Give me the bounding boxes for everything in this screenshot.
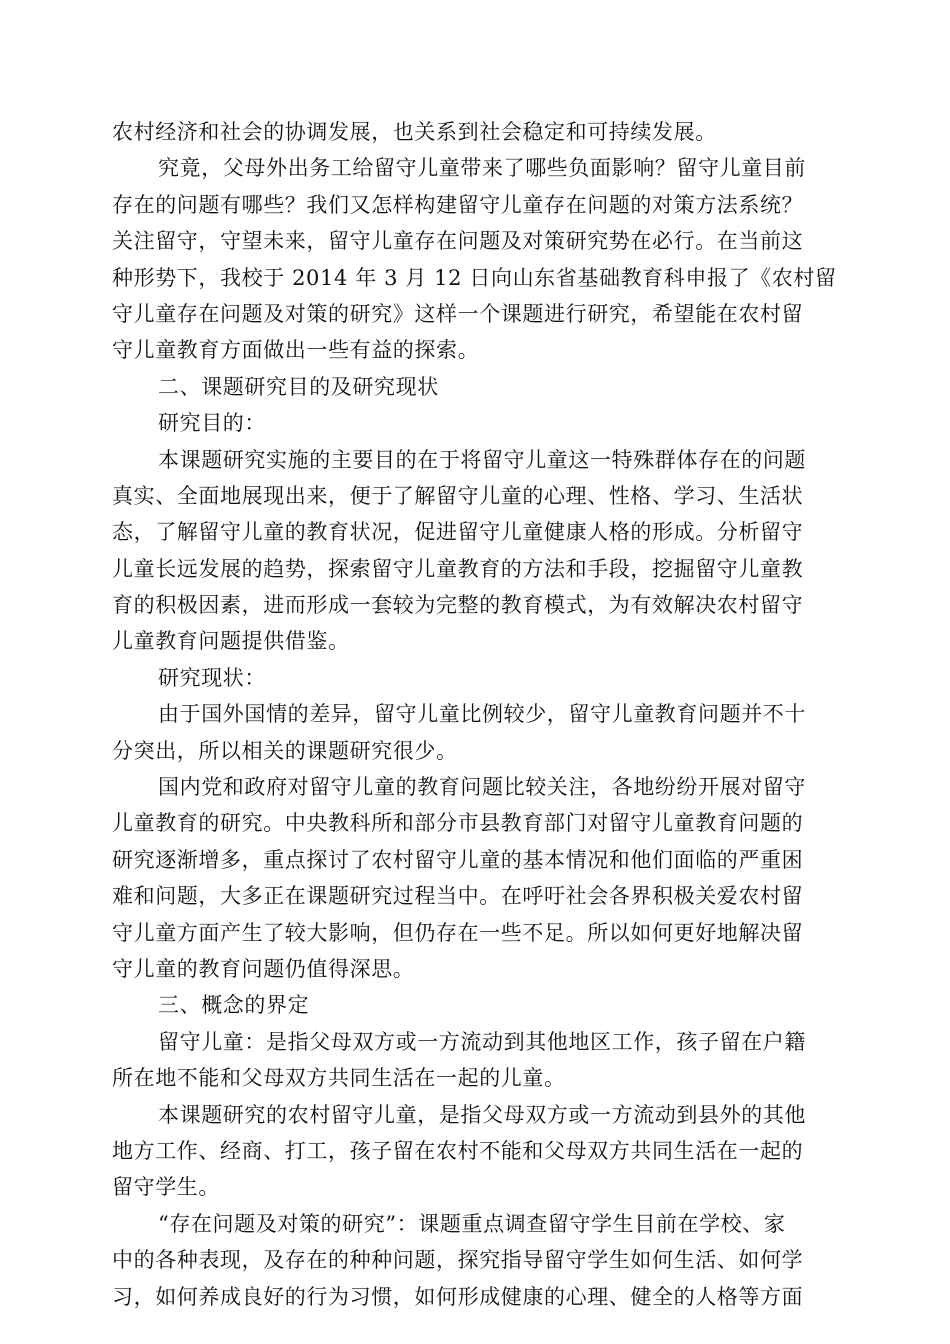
text-line: 真实、全面地展现出来，便于了解留守儿童的心理、性格、学习、生活状 (112, 483, 804, 508)
text-line: 研究现状： (158, 665, 266, 690)
text-line: 留守儿童：是指父母双方或一方流动到其他地区工作，孩子留在户籍 (158, 1029, 806, 1054)
text-line: 儿童长远发展的趋势，探索留守儿童教育的方法和手段，挖掘留守儿童教 (112, 556, 804, 581)
text-line: 难和问题，大多正在课题研究过程当中。在呼吁社会各界积极关爱农村留 (112, 884, 804, 909)
text-line: 研究目的： (158, 411, 266, 436)
text-line: 守儿童的教育问题仍值得深思。 (112, 956, 415, 981)
text-line: 习，如何养成良好的行为习惯，如何形成健康的心理、健全的人格等方面 (112, 1284, 804, 1309)
text-line: 中的各种表现，及存在的种种问题，探究指导留守学生如何生活、如何学 (112, 1248, 804, 1273)
text-line: 守儿童存在问题及对策的研究》这样一个课题进行研究，希望能在农村留 (112, 301, 804, 326)
text-line: 国内党和政府对留守儿童的教育问题比较关注，各地纷纷开展对留守 (158, 775, 806, 800)
text-line: 由于国外国情的差异，留守儿童比例较少，留守儿童教育问题并不十 (158, 702, 806, 727)
document-body (112, 114, 840, 1315)
text-line: 态，了解留守儿童的教育状况，促进留守儿童健康人格的形成。分析留守 (112, 520, 804, 545)
text-line: 分突出，所以相关的课题研究很少。 (112, 738, 458, 763)
text-line: 究竟，父母外出务工给留守儿童带来了哪些负面影响？留守儿童目前 (158, 156, 806, 181)
text-line: 守儿童方面产生了较大影响，但仍存在一些不足。所以如何更好地解决留 (112, 920, 804, 945)
text-line: 育的积极因素，进而形成一套较为完整的教育模式，为有效解决农村留守 (112, 593, 804, 618)
text-line: 关注留守，守望未来，留守儿童存在问题及对策研究势在必行。在当前这 (112, 229, 804, 254)
text-line: 本课题研究的农村留守儿童，是指父母双方或一方流动到县外的其他 (158, 1102, 806, 1127)
text-line: 所在地不能和父母双方共同生活在一起的儿童。 (112, 1066, 566, 1091)
text-line: 儿童教育问题提供借鉴。 (112, 629, 350, 654)
text-line: 守儿童教育方面做出一些有益的探索。 (112, 338, 480, 363)
text-line: “存在问题及对策的研究”：课题重点调查留守学生目前在学校、家 (158, 1211, 786, 1236)
text-line: 本课题研究实施的主要目的在于将留守儿童这一特殊群体存在的问题 (158, 447, 806, 472)
text-line: 存在的问题有哪些？我们又怎样构建留守儿童存在问题的对策方法系统？ (112, 192, 804, 217)
text-line: 地方工作、经商、打工，孩子留在农村不能和父母双方共同生活在一起的 (112, 1138, 804, 1163)
text-line: 留守学生。 (112, 1175, 220, 1200)
text-line: 三、概念的界定 (158, 993, 310, 1018)
text-line: 研究逐渐增多，重点探讨了农村留守儿童的基本情况和他们面临的严重困 (112, 847, 804, 872)
text-line: 二、课题研究目的及研究现状 (158, 374, 439, 399)
text-line: 农村经济和社会的协调发展，也关系到社会稳定和可持续发展。 (112, 120, 717, 144)
text-line: 儿童教育的研究。中央教科所和部分市县教育部门对留守儿童教育问题的 (112, 811, 804, 836)
text-line: 种形势下，我校于 2014 年 3 月 12 日向山东省基础教育科申报了《农村留 (112, 265, 837, 290)
